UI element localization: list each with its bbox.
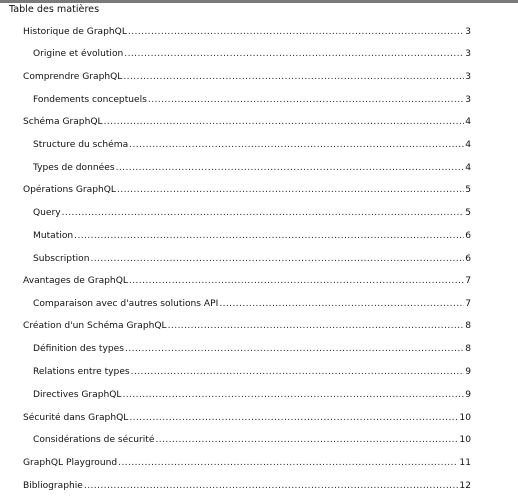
dot-leader [129,139,464,151]
toc-entry[interactable] [23,480,471,492]
dot-leader [124,48,464,60]
dot-leader [118,457,458,469]
dot-leader [129,275,464,287]
toc-entry-label: Historique de GraphQL [23,27,127,37]
toc-entry[interactable] [33,230,471,242]
toc-entry[interactable] [33,298,471,310]
toc-entry[interactable] [23,184,471,196]
toc-entry-label: Création d'un Schéma GraphQL [23,321,167,331]
toc-entry-label: Query [33,208,61,218]
toc-entry-label: Définition des types [33,344,124,354]
toc-entry-label: Fondements conceptuels [33,95,147,105]
dot-leader [74,230,464,242]
toc-entry[interactable] [33,48,471,60]
dot-leader [122,389,464,401]
toc-entry-page: 10 [459,435,471,445]
toc-entry[interactable] [23,26,471,38]
toc-entry-page: 6 [465,254,471,264]
toc-entry[interactable] [33,343,471,355]
toc-entry[interactable] [33,139,471,151]
toc-entry-label: Sécurité dans GraphQL [23,413,129,423]
toc-entry-label: Bibliographie [23,481,83,491]
toc-entry[interactable] [33,253,471,265]
toc-entry[interactable] [23,320,471,332]
toc-entry[interactable] [23,457,471,469]
toc-entry[interactable] [33,162,471,174]
dot-leader [91,253,465,265]
toc-entry-page: 4 [465,117,471,127]
dot-leader [117,184,464,196]
toc-entry-page: 3 [465,72,471,82]
dot-leader [131,366,465,378]
toc-entry-page: 4 [465,140,471,150]
toc-entry-page: 9 [465,367,471,377]
toc-entry-label: Structure du schéma [33,140,129,150]
dot-leader [125,343,464,355]
dot-leader [116,162,465,174]
toc-entry-label: Relations entre types [33,367,130,377]
toc-entry-page: 8 [465,321,471,331]
toc-entry[interactable] [33,389,471,401]
toc-entry-page: 7 [465,299,471,309]
toc-entry-label: Origine et évolution [33,49,124,59]
toc-entry-page: 9 [465,390,471,400]
toc-entry-page: 3 [465,27,471,37]
dot-leader [155,434,458,446]
toc-entry[interactable] [33,366,471,378]
toc-entry[interactable] [33,94,471,106]
toc-entry-label: Schéma GraphQL [23,117,103,127]
toc-entry[interactable] [23,412,471,424]
toc-title: Table des matières [9,4,100,15]
dot-leader [219,298,464,310]
dot-leader [168,320,465,332]
dot-leader [129,412,458,424]
toc-entry-label: Directives GraphQL [33,390,122,400]
toc-entry-label: Comparaison avec d'autres solutions API [33,299,219,309]
toc-entry[interactable] [33,434,471,446]
toc-entry[interactable] [23,116,471,128]
toc-entry-page: 3 [465,49,471,59]
toc-entry-page: 6 [465,231,471,241]
toc-entry[interactable] [23,275,471,287]
toc-entry-page: 5 [465,208,471,218]
dot-leader [104,116,465,128]
toc-entry-label: Mutation [33,231,74,241]
toc-entry-page: 7 [465,276,471,286]
toc-entry-label: GraphQL Playground [23,458,118,468]
toc-entry-page: 4 [465,163,471,173]
toc-entry[interactable] [33,207,471,219]
dot-leader [84,480,459,492]
toc-entry-label: Types de données [33,163,115,173]
dot-leader [123,71,464,83]
toc-entry-label: Opérations GraphQL [23,185,117,195]
dot-leader [148,94,464,106]
toc-entry-page: 8 [465,344,471,354]
toc-entry-label: Avantages de GraphQL [23,276,128,286]
toc-entry-label: Considérations de sécurité [33,435,155,445]
toc-entry-page: 3 [465,95,471,105]
toc-entry-page: 12 [459,481,471,491]
toc-entry-page: 5 [465,185,471,195]
dot-leader [128,26,464,38]
toc-entry-page: 11 [459,458,471,468]
toc-entry-label: Comprendre GraphQL [23,72,123,82]
dot-leader [62,207,465,219]
toc-entry[interactable] [23,71,471,83]
toc-entry-label: Subscription [33,254,90,264]
toc-entry-page: 10 [459,413,471,423]
